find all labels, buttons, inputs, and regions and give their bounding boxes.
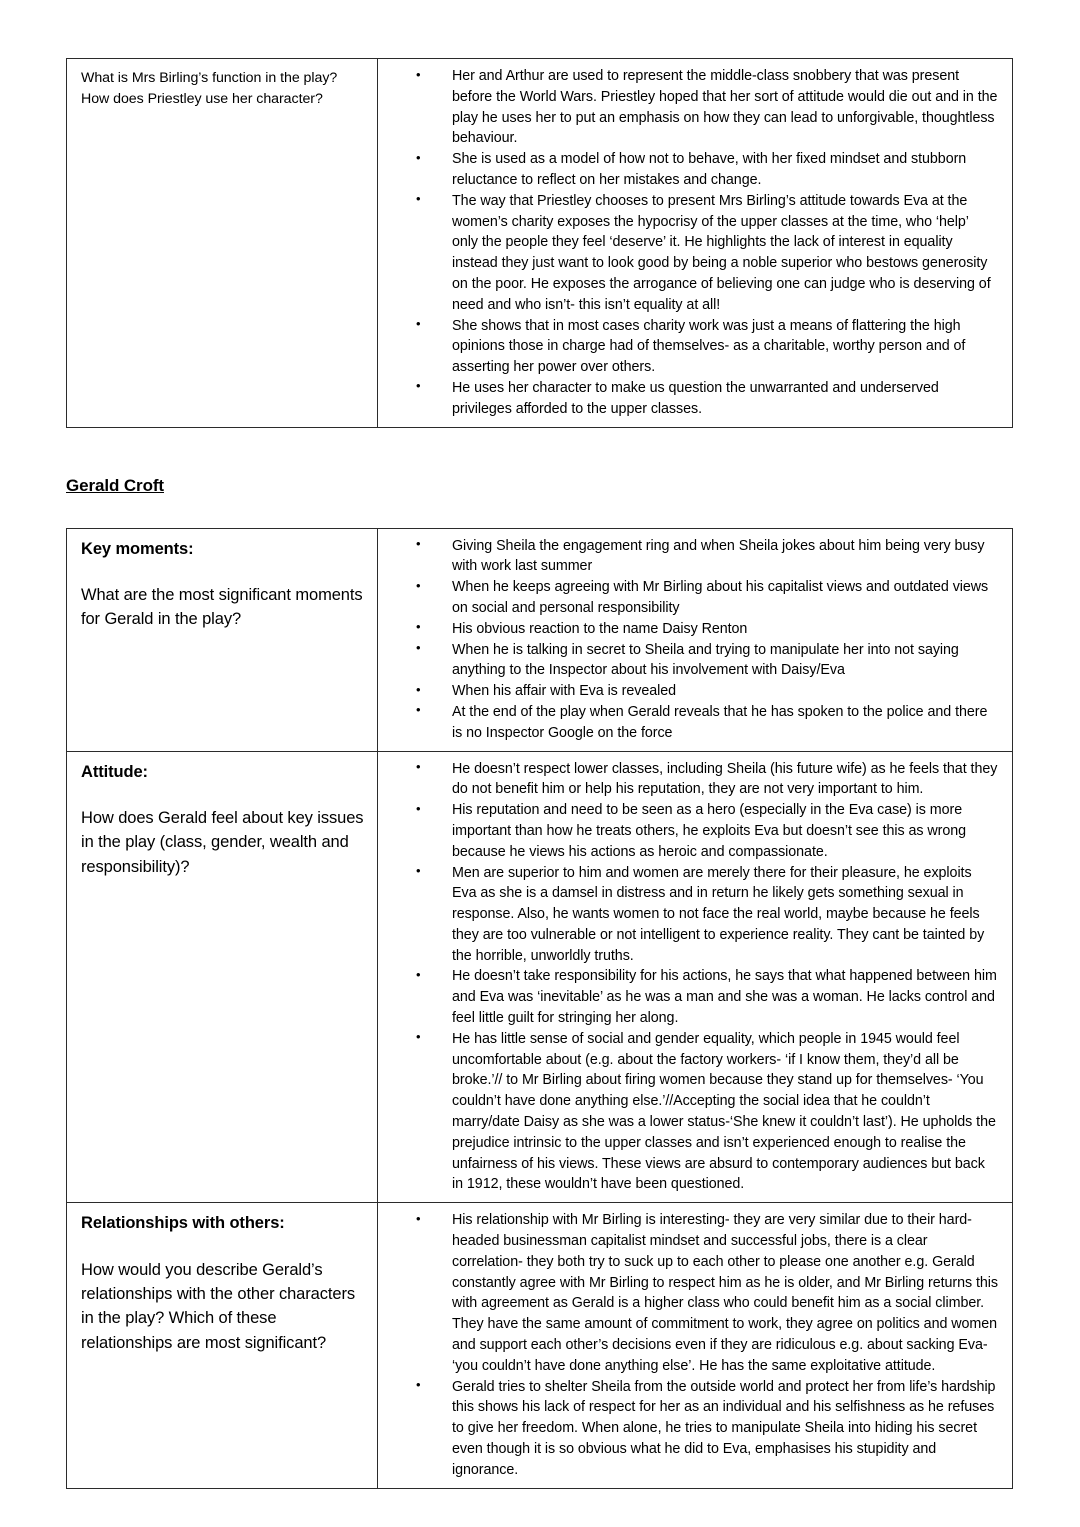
question-heading: Relationships with others:: [81, 1214, 285, 1233]
list-item: • He doesn’t respect lower classes, including Sheila (his future wife) as he feels that they do not benefit him or help his reputation, they are not very important to him.: [378, 759, 998, 801]
question-line-1: What is Mrs Birling’s function in the play?: [81, 70, 338, 86]
question-cell: [67, 1203, 378, 1488]
list-item: • When he is talking in secret to Sheila and trying to manipulate her into not saying anything to the Inspector about his involvement with Daisy/Eva: [378, 640, 998, 682]
list-item: • Giving Sheila the engagement ring and when Sheila jokes about him being very busy with work last summer: [378, 536, 998, 578]
list-item: • When his affair with Eva is revealed: [378, 681, 998, 702]
table-row: [67, 528, 1013, 751]
answer-cell: [378, 59, 1013, 428]
page-title: Gerald Croft: [66, 475, 164, 495]
list-item: • She shows that in most cases charity work was just a means of flattering the high opinions those in charge had of themselves- as a charitable, worthy person and of asserting her power over others.: [378, 316, 998, 378]
table-row: [67, 1203, 1013, 1488]
list-item: • His reputation and need to be seen as a hero (especially in the Eva case) is more important than how he treats others, he exploits Eva but doesn’t see this as wrong because he views his actions as heroic and compassionate.: [378, 800, 998, 862]
list-item: • He has little sense of social and gender equality, which people in 1945 would feel uncomfortable about (e.g. about the factory workers- ‘if I know them, they’d all be broke.’// to Mr Birling about firing women because they stand up for themselves- ‘You couldn’t have done anything else.’//Accepting the social idea that he couldn’t marry/date Daisy as she was a lower status-‘She knew it couldn’t last’). He upholds the prejudice intrinsic to the upper classes and isn’t experienced enough to realise the unfairness of his views. These views are absurd to contemporary audiences but back in 1912, these wouldn’t have been questioned.: [378, 1029, 998, 1195]
question-heading: Key moments:: [81, 539, 194, 558]
list-item: • She is used as a model of how not to behave, with her fixed mindset and stubborn reluctance to reflect on her mistakes and change.: [378, 149, 998, 191]
top-spacer: [66, 0, 1012, 58]
question-text: How would you describe Gerald’s relationships with the other characters in the play? Which of these relationships are most significant?: [81, 1260, 355, 1352]
question-line-2: How does Priestley use her character?: [81, 90, 323, 107]
list-item: • At the end of the play when Gerald reveals that he has spoken to the police and there is no Inspector Google on the force: [378, 702, 998, 744]
gerald-croft-table: [66, 528, 1013, 1489]
answer-bullet-list: [378, 1210, 998, 1480]
question-cell: [67, 59, 378, 428]
spacer-below-heading: [66, 496, 1012, 528]
list-item: • His relationship with Mr Birling is interesting- they are very similar due to their hard-headed businessman capitalist mindset and successful jobs, there is a clear correlation- they both try to suck up to each other to please one another e.g. Gerald constantly agree with Mr Birling to respect him as he is older, and Mr Birling returns this with agreement as Gerald is a higher class who could benefit him as a social climber. They have the same amount of commitment to work, they agree on politics and women and support each other’s decisions even if they are ridiculous e.g. about sacking Eva- ‘you couldn’t have done anything else’. He has the same exploitative attitude.: [378, 1210, 998, 1376]
list-item: • He uses her character to make us question the unwarranted and underserved privileges afforded to the upper classes.: [378, 378, 998, 420]
table-row: [67, 751, 1013, 1203]
question-text: How does Gerald feel about key issues in the play (class, gender, wealth and responsibility)?: [81, 808, 364, 876]
list-item: • Gerald tries to shelter Sheila from the outside world and protect her from life’s hardship this shows his lack of respect for her as an individual and his selfishness as he refuses to give her freedom. When alone, he tries to manipulate Sheila into hiding his secret even though it is so obvious what he did to Eva, emphasises his stupidity and ignorance.: [378, 1377, 998, 1481]
table-row: [67, 59, 1013, 428]
list-item: • The way that Priestley chooses to present Mrs Birling’s attitude towards Eva at the women’s charity exposes the hypocrisy of the upper classes at the time, who ‘help’ only the people they feel ‘deserve’ it. He highlights the lack of interest in equality instead they just want to look good by being a noble superior who bestows generosity on the poor. He exposes the arrogance of believing one can judge who is deserving of need and who isn’t- this isn’t equality at all!: [378, 191, 998, 316]
mrs-birling-table: [66, 58, 1013, 428]
answer-bullet-list: [378, 759, 998, 1196]
list-item: • He doesn’t take responsibility for his actions, he says that what happened between him and Eva was ‘inevitable’ as he was a man and she was a woman. He lacks control and feel little guilt for stringing her along.: [378, 966, 998, 1028]
document-body: [66, 0, 1012, 1489]
question-heading: Attitude:: [81, 762, 148, 781]
answer-bullet-list: [378, 536, 998, 744]
list-item: • Her and Arthur are used to represent the middle-class snobbery that was present before the World Wars. Priestley hoped that her sort of attitude would die out and in the play he uses her to put an emphasis on how they can lead to unforgivable, thoughtless behaviour.: [378, 66, 998, 149]
question-text: What are the most significant moments for Gerald in the play?: [81, 585, 363, 629]
list-item: • His obvious reaction to the name Daisy Renton: [378, 619, 998, 640]
answer-cell: [378, 528, 1013, 751]
list-item: • Men are superior to him and women are merely there for their pleasure, he exploits Eva as she is a damsel in distress and in return he likely gets something sexual in response. Also, he wants women to not face the real world, maybe because he feels they are too vulnerable or not intelligent to experience reality. They cant be tainted by the horrible, unworldly truths.: [378, 863, 998, 967]
list-item: • When he keeps agreeing with Mr Birling about his capitalist views and outdated views on social and personal responsibility: [378, 577, 998, 619]
answer-bullet-list: [378, 66, 998, 420]
answer-cell: [378, 1203, 1013, 1488]
question-cell: [67, 751, 378, 1203]
answer-cell: [378, 751, 1013, 1203]
question-cell: [67, 528, 378, 751]
spacer-below-table-1: [66, 428, 1012, 476]
